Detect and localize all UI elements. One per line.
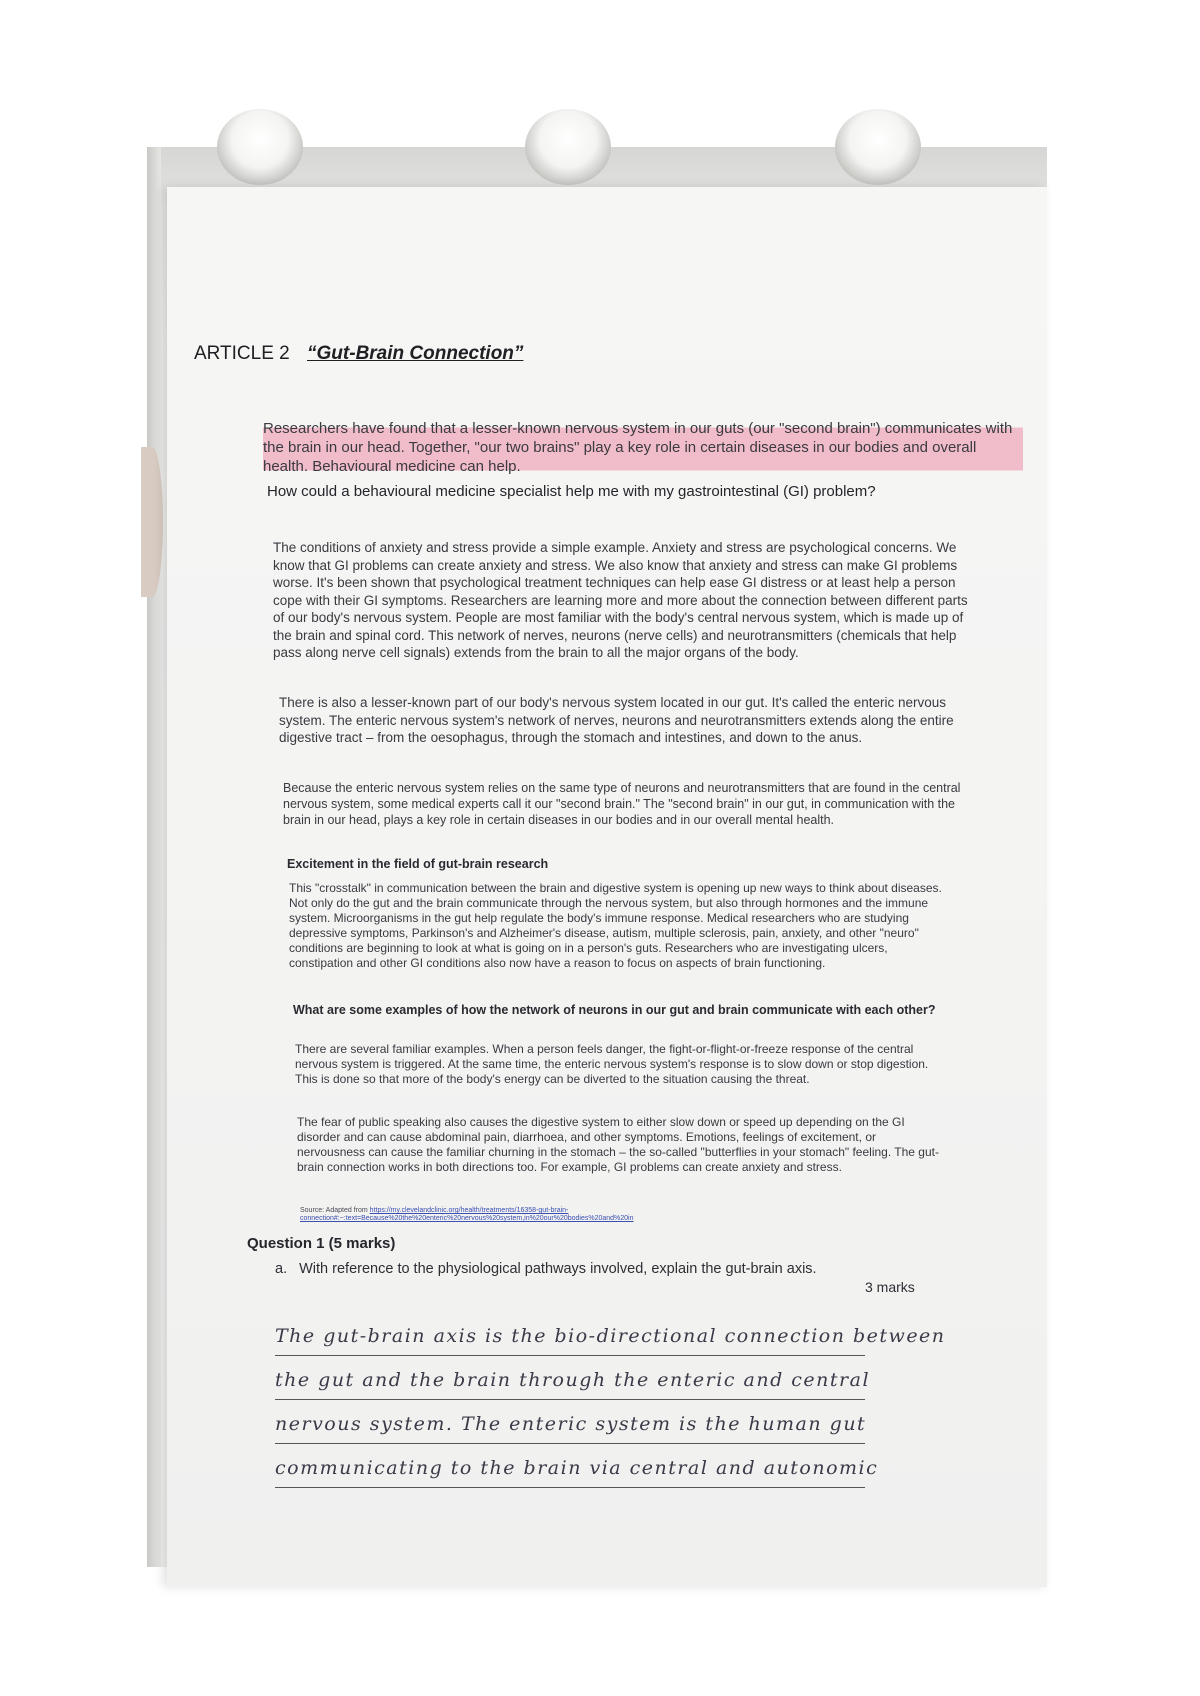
paragraph-enteric-system: There is also a lesser-known part of our body's nervous system located in our gut. It's called the enteric nervous system. The enteric nervous system's network of nerves, neurons and neurotransmitters extends along the entire digestive tract – from the oesophagus, through the stomach and intestines, and down to the anus. — [279, 695, 954, 745]
paragraph-crosstalk: This "crosstalk" in communication between the brain and digestive system is opening up new ways to think about diseases. Not only do the gut and the brain communicate through the nervous system, but also through hormones and the immune system. Microorganisms in the gut help regulate the body's immune response. Medical researchers who are studying depressive symptoms, Parkinson's and Alzheimer's disease, autism, multiple sclerosis, pain, anxiety, and other "neuro" conditions are beginning to look at what is going on in a person's guts. Researchers who are investigating ulcers, constipation and other GI conditions also now have a reason to focus on aspects of brain functioning. — [289, 881, 942, 970]
answer-line: nervous system. The enteric system is the human gut — [275, 1413, 865, 1444]
marks-label: 3 marks — [865, 1279, 915, 1295]
answer-line: the gut and the brain through the enteric and central — [275, 1369, 865, 1400]
subheading-excitement: Excitement in the field of gut-brain research — [287, 857, 549, 871]
subheading-examples: What are some examples of how the network of neurons in our gut and brain communicate with each other? — [293, 1003, 936, 1017]
source-label: Source: Adapted from — [300, 1207, 368, 1214]
light-bulb-decoration — [217, 109, 303, 185]
paragraph-anxiety-stress: The conditions of anxiety and stress provide a simple example. Anxiety and stress are psychological concerns. We know that GI problems can create anxiety and stress. We also know that anxiety and stress can make GI problems worse. It's been shown that psychological treatment techniques can help ease GI distress or at least help a person cope with their GI symptoms. Researchers are learning more and more about the connection between different parts of our body's nervous system. People are most familiar with the body's central nervous system, which is made up of the brain and spinal cord. This network of nerves, neurons (nerve cells) and neurotransmitters (chemicals that help pass along nerve cell signals) extends from the brain to all the major organs of the body. — [273, 540, 968, 660]
paper-sheet — [167, 187, 1047, 1587]
article-intro: Researchers have found that a lesser-known nervous system in our guts (our "second brain") communicates with the brain in our head. Together, "our two brains" play a key role in certain diseases in our bodies and overall health. Behavioural medicine can help. — [263, 419, 1023, 476]
light-bulb-decoration — [525, 109, 611, 185]
paragraph-public-speaking: The fear of public speaking also causes the digestive system to either slow down or speed up depending on the GI disorder and can cause abdominal pain, diarrhoea, and other symptoms. Emotions, feelings of excitement, or nervousness can cause the familiar churning in the stomach – the so-called "butterflies in your stomach" feeling. The gut-brain connection works in both directions too. For example, GI problems can create anxiety and stress. — [297, 1115, 939, 1174]
article-heading — [194, 343, 523, 365]
page-edge — [147, 147, 161, 1567]
thumb-holding-page — [141, 447, 163, 597]
source-citation — [300, 1207, 820, 1223]
article-title: “Gut-Brain Connection” — [307, 343, 524, 364]
light-bulb-decoration — [835, 109, 921, 185]
part-text: With reference to the physiological pathways involved, explain the gut-brain axis. — [299, 1261, 817, 1277]
paragraph-fight-or-flight: There are several familiar examples. When a person feels danger, the fight-or-flight-or-freeze response of the central nervous system is triggered. At the same time, the enteric nervous system's response is to slow down or stop digestion. This is done so that more of the body's energy can be diverted to the situation causing the threat. — [295, 1042, 929, 1086]
answer-line: communicating to the brain via central and autonomic — [275, 1457, 865, 1488]
part-letter: a. — [275, 1261, 288, 1277]
document-photo — [147, 147, 1047, 1567]
article-label: ARTICLE 2 — [194, 343, 290, 364]
answer-line: The gut-brain axis is the bio-directional connection between — [275, 1325, 865, 1356]
source-link[interactable]: https://my.clevelandclinic.org/health/treatments/16358-gut-brain-connection#:~:text=Because%20the%20enteric%20nervous%20system,in%20our%20bodies%20and%20in — [300, 1207, 634, 1222]
question-heading: How could a behavioural medicine specialist help me with my gastrointestinal (GI) problem? — [267, 483, 876, 500]
question-part-a — [275, 1261, 935, 1277]
paragraph-second-brain: Because the enteric nervous system relies on the same type of neurons and neurotransmitters that are found in the central nervous system, some medical experts call it our "second brain." The "second brain" in our gut, in communication with the brain in our head, plays a key role in certain diseases in our bodies and in our overall mental health. — [283, 781, 961, 827]
question-1-heading: Question 1 (5 marks) — [247, 1235, 396, 1252]
